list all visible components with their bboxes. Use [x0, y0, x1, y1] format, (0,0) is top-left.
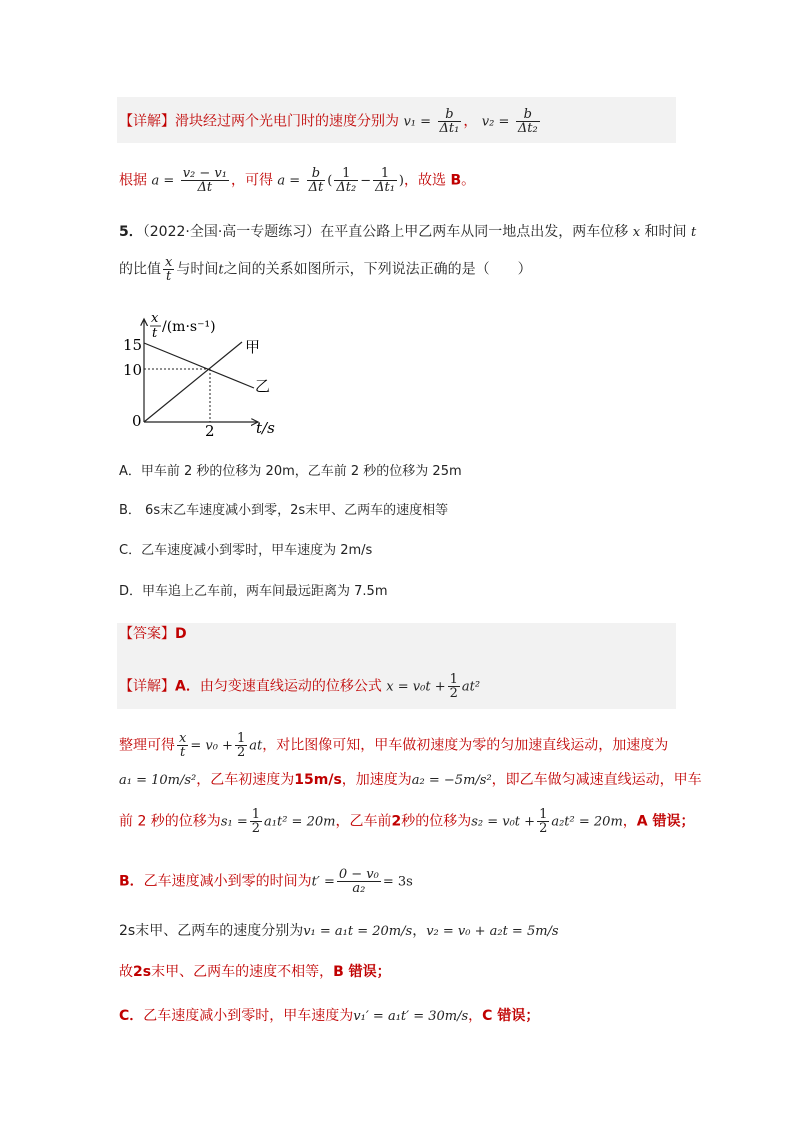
detail-tag: 【详解】 — [119, 678, 175, 695]
line-yi — [144, 343, 254, 388]
y-tick-15: 15 — [123, 336, 143, 354]
y-label-den: t — [152, 326, 158, 341]
explanation-text: 滑块经过两个光电门时的速度分别为 — [175, 113, 399, 130]
label-jia: 甲 — [245, 338, 261, 356]
option-a: A．甲车前 2 秒的位移为 20m，乙车前 2 秒的位移为 25m — [119, 464, 462, 479]
detail-a-line: 【详解】A．由匀变速直线运动的位移公式 x = v₀t + $\frac{1}{2}$ at² — [119, 672, 481, 701]
accel-fraction: $\frac{\text{v₂ − v₁}}{\Delta t}$ — [182, 166, 227, 195]
detail-b-verdict: 故2s末甲、乙两车的速度不相等，B 错误； — [119, 964, 391, 980]
question-source: （2022·全国·高一专题练习） — [142, 224, 321, 240]
x-tick-2: 2 — [205, 422, 215, 440]
detail-b-line: B．乙车速度减小到零的时间为t′ = $\frac{\text{0 − v₀}}{\text{a₂}}$ = 3s — [119, 867, 413, 896]
chosen-answer: B — [450, 172, 462, 189]
ratio-fraction: $\frac{x}{t}$ — [165, 255, 173, 284]
v2-fraction: $\frac{b}{\text{Δt₂}}$ — [517, 107, 538, 136]
y-label-num: x — [151, 311, 159, 326]
origin-label: 0 — [132, 412, 142, 430]
option-d: D．甲车追上乙车前，两车间最远距离为 7.5m — [119, 584, 388, 599]
answer-tag: 【答案】 — [119, 626, 175, 642]
prev-conclusion: 根据 a = $\frac{\text{v₂ − v₁}}{\Delta t}$ ，可得 a = $\frac{b}{\Delta t}$ ( $\frac{1}{\text{Δt₂}}$ − $\frac{1}{\text{Δt₁}}$ )，故选 B。 — [119, 166, 476, 195]
v1-fraction: $\frac{b}{\text{Δt₁}}$ — [439, 107, 460, 136]
y-unit: /(m·s⁻¹) — [162, 319, 216, 335]
x-label: t/s — [256, 419, 275, 437]
option-c: C．乙车速度减小到零时，甲车速度为 2m/s — [119, 543, 373, 558]
para-line-1: 整理可得 $\frac{x}{t}$ = v₀ + $\frac{1}{2}$ at，对比图像可知，甲车做初速度为零的匀加速直线运动，加速度为 — [119, 731, 669, 760]
velocity-ratio-graph — [118, 305, 288, 440]
answer-value: D — [175, 626, 187, 642]
answer-line — [119, 624, 187, 644]
para-line-2: a₁ = 10m/s²，乙车初速度为15m/s，加速度为a₂ = −5m/s²，即乙车做匀减速直线运动，甲车 — [119, 772, 702, 788]
question-number: 5． — [119, 224, 143, 240]
para-line-3: 前 2 秒的位移为s₁ = $\frac{1}{2}$ a₁t² = 20m，乙车前2秒的位移为s₂ = v₀t + $\frac{1}{2}$ a₂t² = 20m，A 错误； — [119, 807, 695, 836]
v2-lhs: v₂ = — [481, 114, 510, 130]
label-yi: 乙 — [255, 377, 271, 395]
question-stem-line-2: 的比值 $\frac{x}{t}$ 与时间t之间的关系如图所示，下列说法正确的是（ ） — [119, 255, 532, 284]
explanation-tag: 【详解】 — [119, 113, 175, 130]
line-jia — [144, 342, 242, 422]
option-b: B． 6s末乙车速度减小到零，2s末甲、乙两车的速度相等 — [119, 503, 449, 518]
prev-explanation: 【详解】滑块经过两个光电门时的速度分别为 v₁ = $\frac{b}{\text{Δt₁}}$ ， v₂ = $\frac{b}{\text{Δt₂}}$ — [119, 107, 538, 136]
question-stem-line-1: 5．（2022·全国·高一专题练习）在平直公路上甲乙两车从同一地点出发，两车位移 x 和时间 t — [119, 224, 697, 240]
y-tick-10: 10 — [123, 361, 143, 379]
v1-lhs: v₁ = — [403, 114, 432, 130]
detail-c-line: C．乙车速度减小到零时，甲车速度为v₁′ = a₁t′ = 30m/s，C 错误； — [119, 1008, 540, 1024]
detail-b-velocities: 2s末甲、乙两车的速度分别为v₁ = a₁t = 20m/s，v₂ = v₀ + a₂t = 5m/s — [119, 923, 559, 939]
